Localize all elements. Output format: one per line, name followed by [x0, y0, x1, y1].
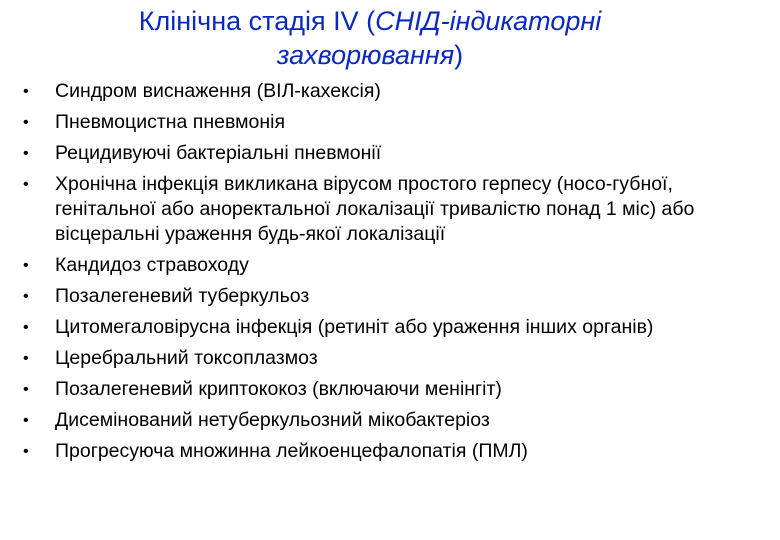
list-item — [22, 377, 762, 402]
list-item — [22, 408, 762, 433]
list-item — [22, 346, 762, 371]
list-item-text: Цитомегаловірусна інфекція (ретиніт або ураження інших органів) — [55, 316, 654, 338]
bullet-icon: • — [23, 114, 29, 131]
list-item — [22, 253, 762, 278]
bullet-icon: • — [23, 176, 29, 193]
list-item — [22, 284, 762, 309]
bullet-icon: • — [23, 350, 29, 367]
bullet-icon: • — [23, 319, 29, 336]
bullet-icon: • — [23, 145, 29, 162]
list-item — [22, 172, 762, 247]
list-item — [22, 141, 762, 166]
list-item-text: Прогресуюча множинна лейкоенцефалопатія (ПМЛ) — [55, 440, 528, 462]
list-item-text: Хронічна інфекція викликана вірусом простого герпесу (носо-губної, генітальної або аноректальної локалізації тривалістю понад 1 міс) або вісцеральні ураження будь-якої локалізації — [55, 173, 695, 245]
bullet-icon: • — [23, 412, 29, 429]
bullet-icon: • — [23, 381, 29, 398]
bullet-list — [22, 79, 762, 470]
list-item-text: Синдром виснаження (ВІЛ-кахексія) — [55, 80, 381, 102]
list-item — [22, 315, 762, 340]
list-item-text: Позалегеневий криптококоз (включаючи менінгіт) — [55, 378, 502, 400]
bullet-icon: • — [23, 443, 29, 460]
list-item-text: Рецидивуючі бактеріальні пневмонії — [55, 142, 382, 164]
title-text-italic: СНІД-індикаторні захворювання — [276, 6, 602, 70]
title-text-end: ) — [454, 40, 464, 70]
slide-title — [100, 4, 640, 72]
list-item — [22, 79, 762, 104]
list-item-text: Дисемінований нетуберкульозний мікобактеріоз — [55, 409, 490, 431]
list-item-text: Пневмоцистна пневмонія — [55, 111, 286, 133]
list-item-text: Позалегеневий туберкульоз — [55, 285, 310, 307]
bullet-icon: • — [23, 257, 29, 274]
bullet-icon: • — [23, 288, 29, 305]
list-item — [22, 439, 762, 464]
list-item-text: Кандидоз стравоходу — [55, 254, 249, 276]
bullet-icon: • — [23, 83, 29, 100]
list-item — [22, 110, 762, 135]
title-text-start: Клінічна стадія ІV ( — [138, 6, 376, 36]
list-item-text: Церебральний токсоплазмоз — [55, 347, 318, 369]
